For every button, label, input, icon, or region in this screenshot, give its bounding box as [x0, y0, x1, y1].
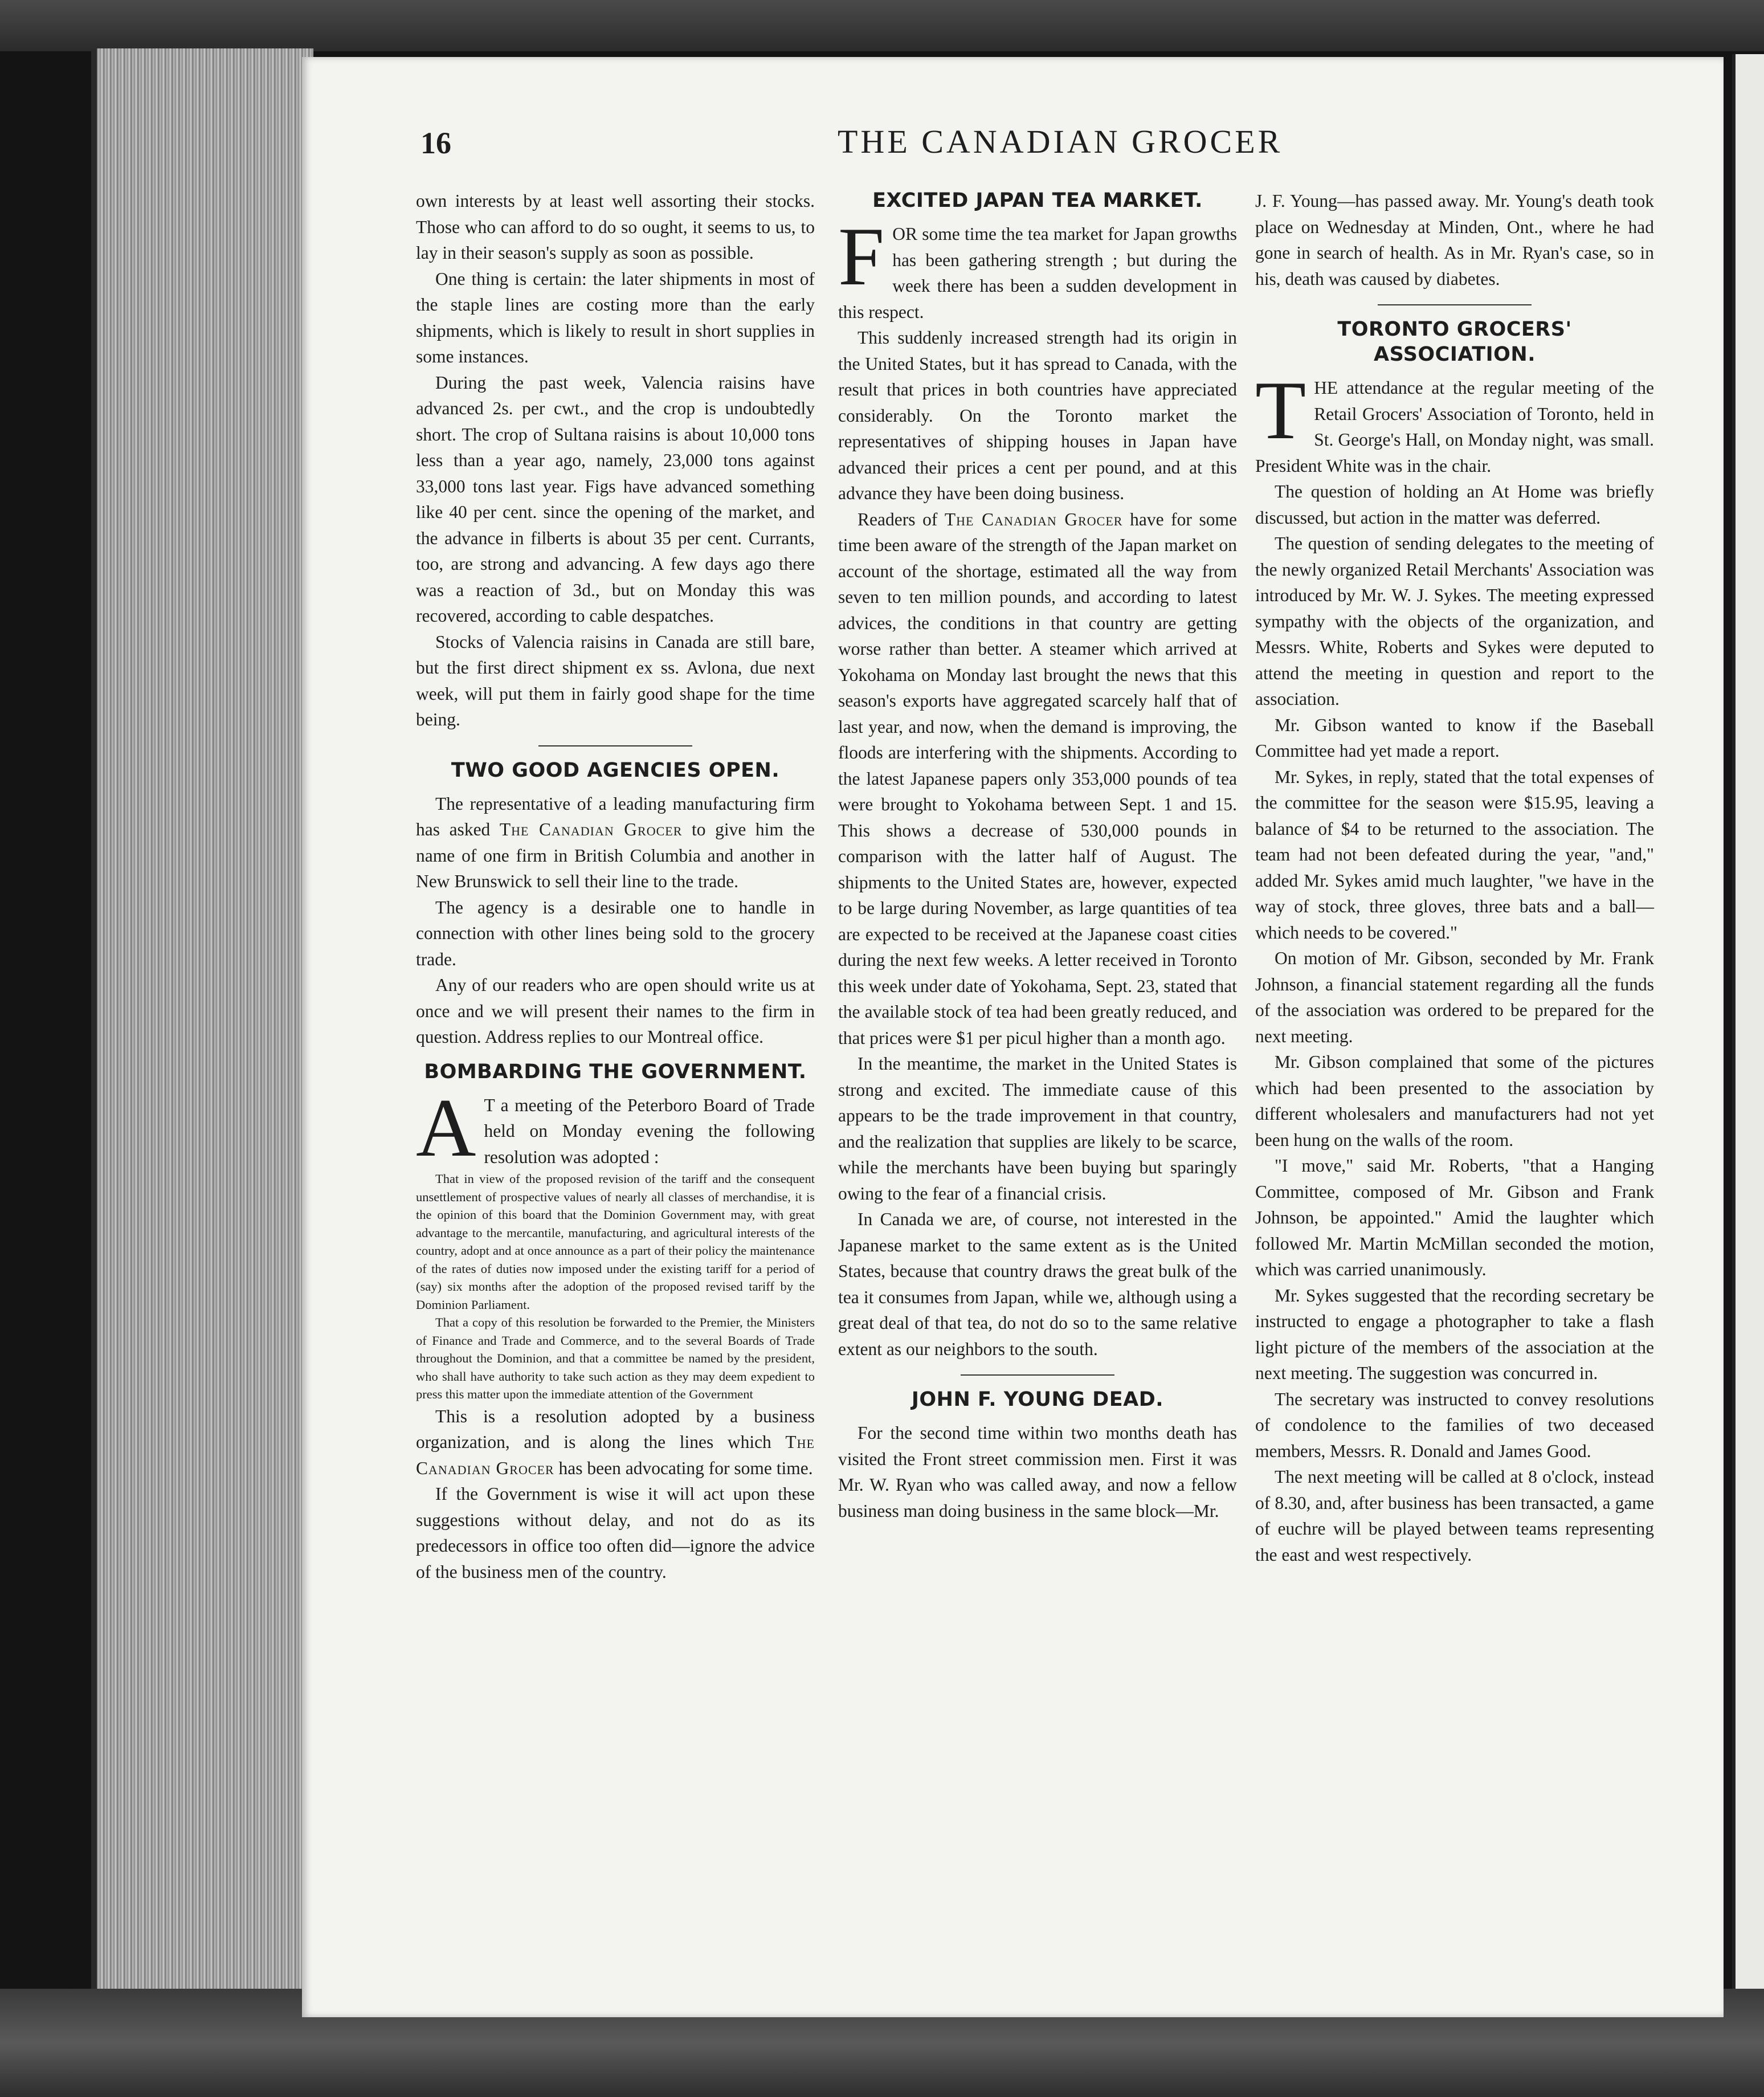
article-paragraph: J. F. Young—has passed away. Mr. Young's death took place on Wednesday at Minden, Ont., where he had gone in search of health. As in Mr. Ryan's case, so in his, death was caused by diabetes. [1255, 191, 1654, 289]
article-paragraph [1255, 364, 1654, 479]
drop-cap: F [838, 210, 885, 303]
text-run: have for some time been aware of the strength of the Japan market on account of the shortage, estimated all the way from seven to ten million pounds, and according to latest advices, the conditions in that country are getting worse rather than better. A steamer which arrived at Yokohama on Monday last brought the news that this season's exports have aggregated scarcely half that of last year, and now, when the demand is improving, the floods are interfering with the shipments. According to the latest Japanese papers only 353,000 pounds of tea were brought to Yokohama between Sept. 1 and 15. This shows a decrease of 530,000 pounds in comparison with the latter half of August. The shipments to the United States are, however, expected to be large during November, as large quantities of tea are expected to be received at the Japanese coast cities during the next few weeks. A letter received in Toronto this week under date of Yokohama, Sept. 23, stated that the available stock of tea had been greatly reduced, and that prices were $1 per picul higher than a month ago. [838, 509, 1238, 1048]
article-paragraph: Mr. Sykes, in reply, stated that the total expenses of the committee for the season were $15.95, leaving a balance of $4 to be returned to the association. The team had not been defeated during the year, "and," added Mr. Sykes amid much laughter, "we have in the way of stock, three gloves, three bats and a ball—which needs to be covered." [1255, 766, 1654, 943]
section-divider [1378, 304, 1532, 305]
drop-cap: A [416, 1081, 476, 1174]
intro-paragraph: During the past week, Valencia raisins have advanced 2s. per cwt., and the crop is undoubtedly short. The crop of Sultana raisins is about 10,000 tons less than a year ago, namely, 23,000 tons against 33,000 tons last year. Figs have advanced something like 40 per cent. since the opening of the market, and the advance in filberts is about 35 per cent. Currants, too, are strong and advancing. A few days ago there was a reaction of 3d., but on Monday this was recovered, according to cable despatches. [416, 372, 815, 626]
text-run: has been advocating for some time. [554, 1458, 813, 1478]
resolution-text: That a copy of this resolution be forwarded to the Premier, the Ministers of Finance and Trade and Commerce, and to the several Boards of Trade throughout the Dominion, and that a committee be named by the president, who shall have authority to take such action as they may deem expedient to press this matter upon the immediate attention of the Government [416, 1315, 815, 1401]
headline-toronto-grocers: TORONTO GROCERS' ASSOCIATION. [1337, 318, 1572, 366]
column-2 [838, 188, 1237, 1524]
article-paragraph: Mr. Sykes suggested that the recording secretary be instructed to engage a photographer to take a flash light picture of the members of the association at the next meeting. The suggestion was concurred in. [1255, 1285, 1654, 1383]
text-run: OR some time the tea market for Japan growths has been gathering strength ; but during the week there has been a sudden development in this respect. [838, 224, 1237, 322]
article-paragraph [838, 507, 1237, 1051]
article-paragraph [416, 1404, 815, 1482]
intro-paragraph: Stocks of Valencia raisins in Canada are still bare, but the first direct shipment ex ss. Avlona, due next week, will put them in fairly good shape for the time being. [416, 631, 815, 729]
article-paragraph: In the meantime, the market in the United States is strong and excited. The immediate cause of this appears to be the trade improvement in that country, and the realization that supplies are likely to be scarce, while the merchants have been buying but sparingly owing to the fear of a financial crisis. [838, 1054, 1237, 1203]
newspaper-page [302, 57, 1724, 2017]
article-paragraph: Mr. Gibson complained that some of the pictures which had been presented to the association by different wholesalers and manufacturers had not yet been hung on the walls of the room. [1255, 1052, 1654, 1150]
drop-cap: T [1255, 364, 1306, 456]
article-paragraph [416, 791, 815, 895]
publication-name: The Canadian Grocer [499, 819, 683, 839]
text-run: This is a resolution adopted by a business organization, and is along the lines which [416, 1406, 815, 1452]
text-run: T a meeting of the Peterboro Board of Trade held on Monday evening the following resolution was adopted : [484, 1095, 815, 1167]
article-paragraph: The secretary was instructed to convey resolutions of condolence to the families of two deceased members, Messrs. R. Donald and James Good. [1255, 1389, 1654, 1461]
article-paragraph: This suddenly increased strength had its origin in the United States, but it has spread to Canada, with the result that prices in both countries have appreciated considerably. On the Toronto market the representatives of shipping houses in Japan have advanced their prices a cent per pound, and at this advance they have been doing business. [838, 328, 1237, 503]
text-run: Readers of [858, 509, 945, 529]
column-1 [416, 188, 815, 1585]
scan-top-margin [0, 0, 1764, 51]
article-paragraph: The question of holding an At Home was briefly discussed, but action in the matter was deferred. [1255, 482, 1654, 528]
book-page-edges [91, 48, 313, 2026]
column-3 [1255, 188, 1654, 1568]
article-paragraph: The next meeting will be called at 8 o'clock, instead of 8.30, and, after business has been transacted, a game of euchre will be played between teams representing the east and west respectively. [1255, 1467, 1654, 1565]
facing-page-edge [1732, 54, 1764, 2014]
article-paragraph: On motion of Mr. Gibson, seconded by Mr. Frank Johnson, a financial statement regarding all the funds of the association was ordered to be prepared for the next meeting. [1255, 948, 1654, 1046]
article-paragraph [838, 210, 1237, 325]
intro-paragraph: own interests by at least well assorting their stocks. Those who can afford to do so ought, it seems to us, to lay in their season's supply as soon as possible. [416, 191, 815, 263]
publication-name: The Canadian Grocer [416, 1432, 815, 1478]
section-divider [538, 745, 692, 746]
article-paragraph: For the second time within two months death has visited the Front street commission men. First it was Mr. W. Ryan who was called away, and now a fellow business man doing business in the same block—Mr. [838, 1423, 1237, 1521]
headline-young-dead: JOHN F. YOUNG DEAD. [911, 1388, 1164, 1411]
article-paragraph: Mr. Gibson wanted to know if the Baseball Committee had yet made a report. [1255, 715, 1654, 761]
page-number: 16 [420, 126, 451, 160]
section-divider [961, 1374, 1114, 1376]
article-paragraph: The question of sending delegates to the meeting of the newly organized Retail Merchants' Association was introduced by Mr. W. J. Sykes. The meeting expressed sympathy with the objects of the organization, and Messrs. White, Roberts and Sykes were deputed to attend the meeting in question and report to the association. [1255, 533, 1654, 709]
text-run: HE attendance at the regular meeting of the Retail Grocers' Association of Toronto, held in St. George's Hall, on Monday night, was small. President White was in the chair. [1255, 378, 1654, 476]
intro-paragraph: One thing is certain: the later shipments in most of the staple lines are costing more than the early shipments, which is likely to result in short supplies in some instances. [416, 268, 815, 366]
masthead-title: THE CANADIAN GROCER [838, 123, 1283, 160]
article-paragraph: In Canada we are, of course, not interested in the Japanese market to the same extent as is the United States, because that country draws the great bulk of the tea it consumes from Japan, while we, although using a great deal of that tea, do not do so to the same relative extent as our neighbors to the south. [838, 1209, 1237, 1359]
article-paragraph: Any of our readers who are open should write us at once and we will present their names to the firm in question. Address replies to our Montreal office. [416, 975, 815, 1047]
article-paragraph: The agency is a desirable one to handle in connection with other lines being sold to the grocery trade. [416, 897, 815, 969]
headline-bombarding: BOMBARDING THE GOVERNMENT. [424, 1060, 807, 1083]
publication-name: The Canadian Grocer [944, 509, 1123, 529]
text-run: to give him the name of one firm in British Columbia and another in New Brunswick to sell their line to the trade. [416, 819, 815, 891]
headline-agencies: TWO GOOD AGENCIES OPEN. [451, 758, 780, 782]
resolution-text: That in view of the proposed revision of the tariff and the consequent unsettlement of prospective values of nearly all classes of merchandise, it is the opinion of this board that the Dominion Government may, with great advantage to the mercantile, manufacturing, and agricultural interests of the country, adopt and at once announce as a part of their policy the maintenance of the rates of duties now imposed under the existing tariff for a period of (say) six months after the adoption of the proposed revised tariff by the Dominion Parliament. [416, 1172, 815, 1312]
article-paragraph [416, 1081, 815, 1174]
article-paragraph: "I move," said Mr. Roberts, "that a Hanging Committee, composed of Mr. Gibson and Frank Johnson, be appointed." Amid the laughter which followed Mr. Martin McMillan seconded the motion, which was carried unanimously. [1255, 1156, 1654, 1279]
headline-tea-market: EXCITED JAPAN TEA MARKET. [872, 189, 1203, 212]
text-run: The representative of a leading manufacturing firm has asked [416, 793, 815, 839]
article-paragraph: If the Government is wise it will act upon these suggestions without delay, and not do as its predecessors in office too often did—ignore the advice of the business men of the country. [416, 1484, 815, 1582]
